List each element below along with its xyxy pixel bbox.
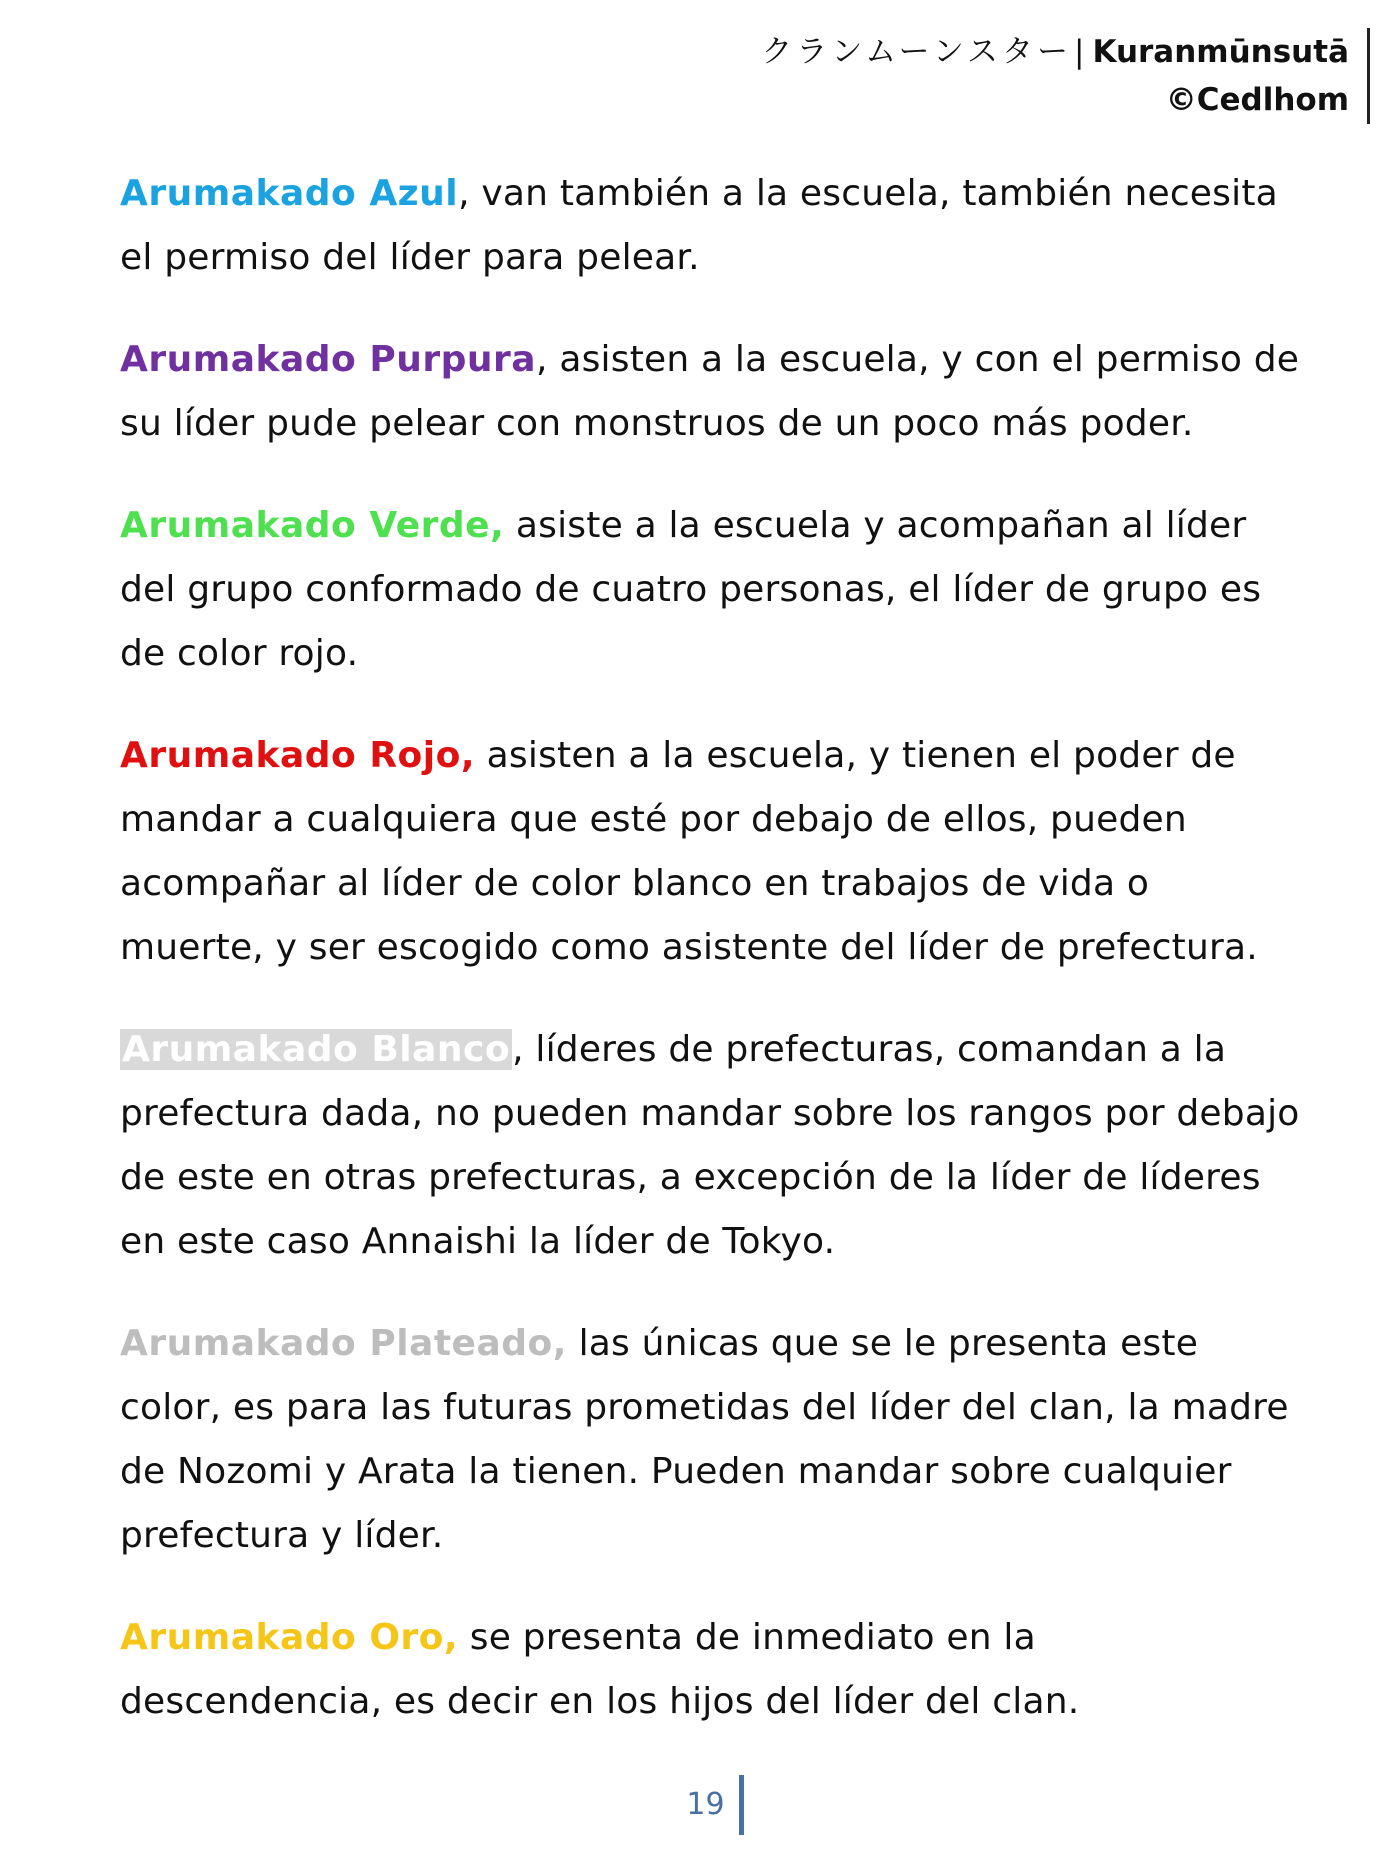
paragraph-text: asiste a la escuela y acompañan al líder del grupo conformado de cuatro personas, el líder de grupo es de color rojo. xyxy=(120,505,1262,674)
rank-name-blanco: Arumakado Blanco xyxy=(122,1029,511,1070)
paragraph-purpura xyxy=(120,328,1300,456)
japanese-title: クランムーンスター xyxy=(761,34,1073,70)
paragraph-text: , van también a la escuela, también necesita el permiso del líder para pelear. xyxy=(120,173,1278,278)
romanized-title: Kuranmūnsutā xyxy=(1092,34,1349,70)
header-separator: | xyxy=(1074,34,1085,70)
rank-name-rojo: Arumakado Rojo, xyxy=(120,735,476,776)
page-body xyxy=(120,162,1300,1772)
rank-name-purpura: Arumakado Purpura xyxy=(120,339,537,380)
header-title-line xyxy=(761,28,1349,76)
rank-name-azul: Arumakado Azul xyxy=(120,173,459,214)
paragraph-azul xyxy=(120,162,1300,290)
rank-name-plateado: Arumakado Plateado, xyxy=(120,1323,567,1364)
rank-name-oro: Arumakado Oro, xyxy=(120,1617,459,1658)
paragraph-blanco xyxy=(120,1018,1300,1274)
copyright-notice: ©Cedlhom xyxy=(1165,82,1349,118)
paragraph-text: , líderes de prefecturas, comandan a la prefectura dada, no pueden mandar sobre los rangos por debajo de este en otras prefecturas, a excepción de la líder de líderes en este caso Annaishi la líder de Tokyo. xyxy=(120,1029,1300,1262)
paragraph-text: se presenta de inmediato en la descendencia, es decir en los hijos del líder del clan. xyxy=(120,1617,1080,1722)
paragraph-text: asisten a la escuela, y tienen el poder de mandar a cualquiera que esté por debajo de ellos, pueden acompañar al líder de color blanco en trabajos de vida o muerte, y ser escogido como asistente del líder de prefectura. xyxy=(120,735,1258,968)
paragraph-oro xyxy=(120,1606,1300,1734)
page-header xyxy=(761,28,1370,124)
page-footer xyxy=(0,1775,1400,1835)
paragraph-rojo xyxy=(120,724,1300,980)
paragraph-text: , asisten a la escuela, y con el permiso de su líder pude pelear con monstruos de un poco más poder. xyxy=(120,339,1300,444)
paragraph-plateado xyxy=(120,1312,1300,1568)
rank-name-verde: Arumakado Verde, xyxy=(120,505,505,546)
page-number: 19 xyxy=(686,1775,743,1835)
paragraph-verde xyxy=(120,494,1300,686)
paragraph-text: las únicas que se le presenta este color, es para las futuras prometidas del líder del clan, la madre de Nozomi y Arata la tienen. Pueden mandar sobre cualquier prefectura y líder. xyxy=(120,1323,1289,1556)
